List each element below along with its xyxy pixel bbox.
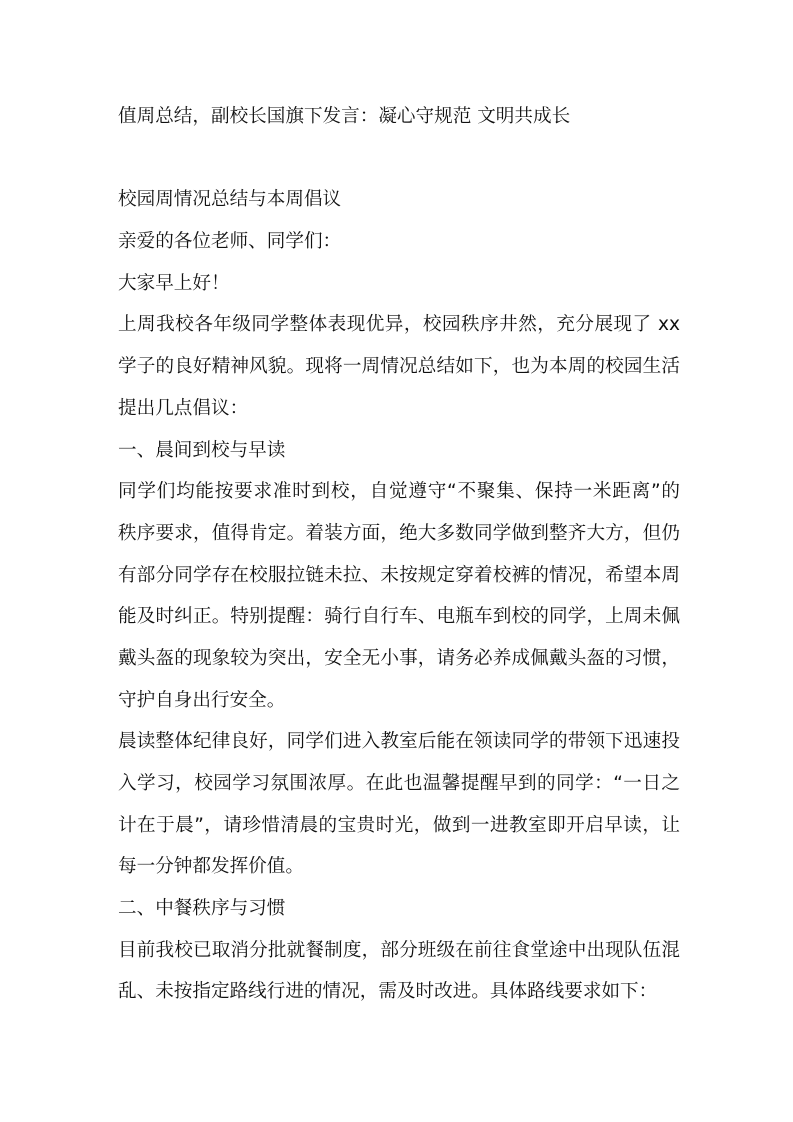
text-line: 有部分同学存在校服拉链未拉、未按规定穿着校裤的情况，希望本周 — [118, 564, 680, 586]
text-line: 每一分钟都发挥价值。 — [118, 856, 304, 878]
document-page — [118, 96, 680, 1013]
text-line: 乱、未按指定路线行进的情况，需及时改进。具体路线要求如下： — [118, 981, 658, 1003]
text-line: 学子的良好精神风貌。现将一周情况总结如下，也为本周的校园生活 — [118, 356, 680, 378]
text-line: 提出几点倡议： — [118, 397, 249, 419]
document-title: 值周总结，副校长国旗下发言：凝心守规范 文明共成长 — [118, 106, 571, 127]
text-line: 秩序要求，值得肯定。着装方面，绝大多数同学做到整齐大方，但仍 — [118, 522, 680, 544]
text-line: 计在于晨”，请珍惜清晨的宝贵时光，做到一进教室即开启早读，让 — [118, 814, 680, 836]
intro-paragraph — [118, 304, 680, 429]
text-line: 同学们均能按要求准时到校，自觉遵守“不聚集、保持一米距离”的 — [118, 481, 680, 503]
text-line: 目前我校已取消分批就餐制度，部分班级在前往食堂途中出现队伍混 — [118, 939, 680, 961]
text-line: 戴头盔的现象较为突出，安全无小事，请务必养成佩戴头盔的习惯， — [118, 647, 680, 669]
text-line: 晨读整体纪律良好，同学们进入教室后能在领读同学的带领下迅速投 — [118, 731, 680, 753]
text-line: 守护自身出行安全。 — [118, 689, 286, 711]
greeting: 大家早上好！ — [118, 272, 230, 294]
text-line: 能及时纠正。特别提醒：骑行自行车、电瓶车到校的同学，上周未佩 — [118, 606, 680, 628]
text-line: 上周我校各年级同学整体表现优异，校园秩序井然，充分展现了 xx — [118, 314, 680, 336]
section-heading-morning: 一、晨间到校与早读 — [118, 439, 286, 461]
salutation: 亲爱的各位老师、同学们： — [118, 231, 342, 253]
paragraph-lunch — [118, 930, 680, 1013]
blank-line — [118, 138, 680, 180]
text-line: 入学习，校园学习氛围浓厚。在此也温馨提醒早到的同学：“一日之 — [118, 773, 680, 794]
paragraph-morning-reading — [118, 721, 680, 888]
paragraph-arrival — [118, 471, 680, 721]
section-heading-lunch: 二、中餐秩序与习惯 — [118, 898, 286, 920]
subtitle: 校园周情况总结与本周倡议 — [118, 189, 342, 211]
